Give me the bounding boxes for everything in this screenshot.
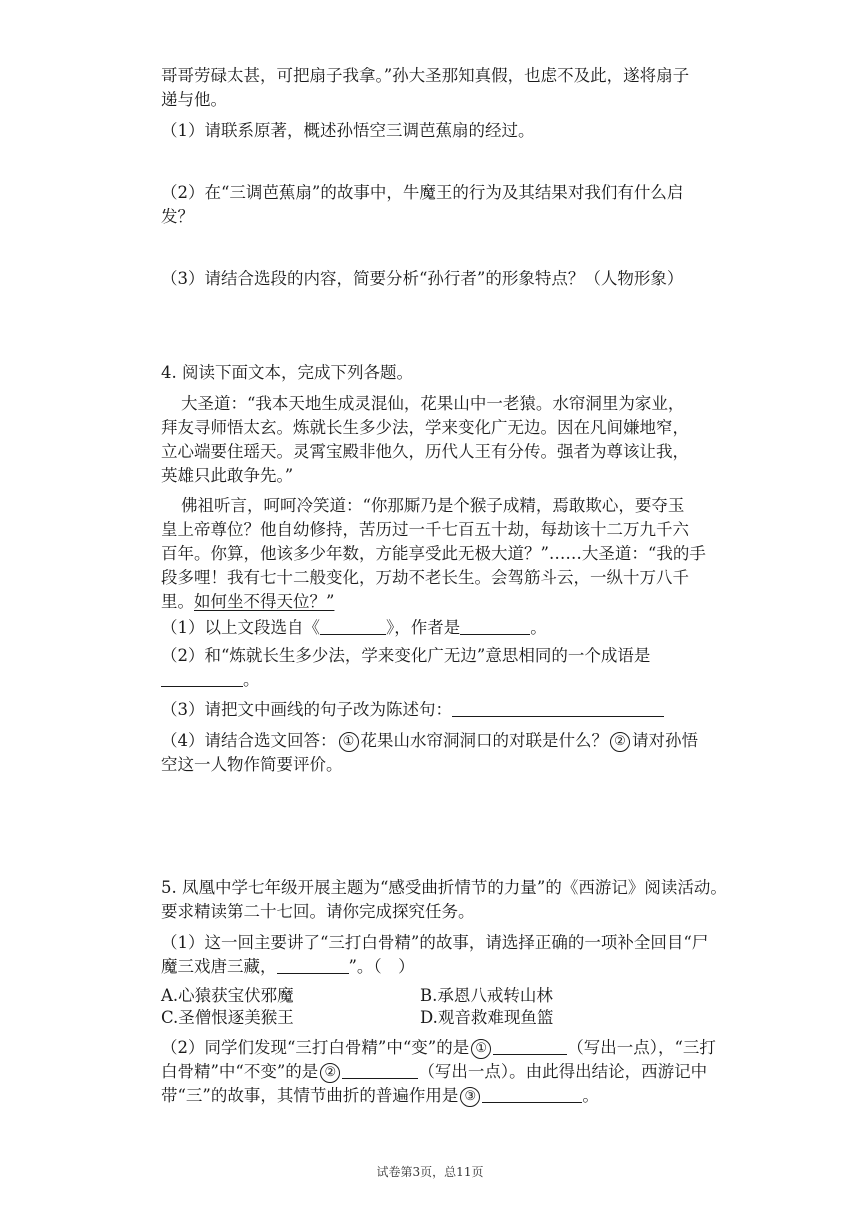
answer-blank[interactable] [493,1038,567,1055]
question-4-4-cont: 空这一人物作简要评价。 [161,755,343,774]
page-footer: 试卷第3页，总11页 [376,1165,484,1179]
passage-line: 拜友寻师悟太玄。炼就长生多少法，学来变化广无边。因在凡间嫌地窄， [161,418,689,437]
question-text: 魔三戏唐三藏， [161,957,277,976]
passage-line: 立心端要住瑶天。灵霄宝殿非他久，历代人王有分传。强者为尊该让我， [161,442,689,461]
passage-text: 里。 [161,592,194,611]
question-5-heading: 5. 凤凰中学七年级开展主题为“感受曲折情节的力量”的《西游记》阅读活动。 [161,878,727,897]
question-text: 。 [530,618,547,637]
passage-line: 英雄只此敢争先。” [161,466,294,485]
question-3-3: （3）请结合选段的内容，简要分析“孙行者”的形象特点？（人物形象） [161,269,684,288]
underlined-sentence: 如何坐不得天位？” [194,592,335,611]
question-3-1: （1）请联系原著，概述孙悟空三调芭蕉扇的经过。 [161,121,535,140]
answer-blank[interactable] [161,670,243,687]
passage-line: 段多哩！我有七十二般变化，万劫不老长生。会驾筋斗云，一纵十万八千 [161,568,689,587]
question-4-3 [161,698,664,722]
option-c[interactable]: C.圣僧恨逐美猴王 [161,1008,294,1027]
question-text: 。 [243,670,260,689]
question-4-4 [161,729,698,753]
question-5-1-cont [161,955,415,979]
passage-line: 大圣道：“我本天地生成灵混仙，花果山中一老猿。水帘洞里为家业， [181,394,685,413]
option-b[interactable]: B.承恩八戒转山林 [420,986,553,1005]
question-text: （2）同学们发现“三打白骨精”中“变”的是 [161,1038,470,1057]
option-a[interactable]: A.心猿获宝伏邪魔 [161,986,294,1005]
question-5-heading-cont: 要求精读第二十七回。请你完成探究任务。 [161,902,475,921]
answer-blank[interactable] [460,618,530,635]
option-d[interactable]: D.观音救难现鱼篮 [420,1008,554,1027]
question-3-2-cont: 发？ [161,207,194,226]
passage-line-last [161,590,334,614]
question-text: （写出一点），“三打 [567,1038,716,1057]
question-5-2-cont [161,1084,599,1108]
circled-number-1: ① [471,1039,491,1059]
question-text: 》，作者是 [386,618,461,637]
question-text: 带“三”的故事，其情节曲折的普遍作用是 [161,1086,459,1105]
circled-number-1: ① [339,732,359,752]
circled-number-2: ② [320,1063,340,1083]
passage-line: 哥哥劳碌太甚，可把扇子我拿。”孙大圣那知真假，也虑不及此，遂将扇子 [161,66,690,85]
circled-number-2: ② [610,732,630,752]
question-text: 花果山水帘洞洞口的对联是什么？ [360,731,608,750]
answer-blank[interactable] [452,700,664,717]
question-text: （写出一点）。由此得出结论，西游记中 [418,1062,708,1081]
answer-blank[interactable] [342,1062,418,1079]
question-text: （4）请结合选文回答： [161,731,337,750]
question-text: ”。（ ） [348,957,415,976]
question-5-1: （1）这一回主要讲了“三打白骨精”的故事，请选择正确的一项补全回目“尸 [161,933,709,952]
question-4-2: （2）和“炼就长生多少法，学来变化广无边”意思相同的一个成语是 [161,646,651,665]
question-text: 白骨精”中“不变”的是 [161,1062,319,1081]
passage-line: 百年。你算，他该多少年数，方能享受此无极大道？”……大圣道：“我的手 [161,544,706,563]
question-5-2 [161,1036,716,1060]
question-text: 请对孙悟 [632,731,698,750]
question-text: 。 [582,1086,599,1105]
circled-number-3: ③ [460,1087,480,1107]
answer-blank[interactable] [482,1086,582,1103]
question-4-2-cont [161,668,260,692]
passage-line: 递与他。 [161,90,227,109]
question-3-2: （2）在“三调芭蕉扇”的故事中，牛魔王的行为及其结果对我们有什么启 [161,183,684,202]
question-text: （1）以上文段选自《 [161,618,320,637]
question-text: （3）请把文中画线的句子改为陈述句： [161,700,452,719]
question-4-1 [161,616,547,640]
question-4-heading: 4. 阅读下面文本，完成下列各题。 [161,363,413,382]
passage-line: 皇上帝尊位？他自幼修持，苦历过一千七百五十劫，每劫该十二万九千六 [161,520,689,539]
passage-line: 佛祖听言，呵呵冷笑道：“你那厮乃是个猴子成精，焉敢欺心，要夺玉 [181,496,685,515]
question-5-2-cont [161,1060,707,1084]
answer-blank[interactable] [320,618,386,635]
answer-blank[interactable] [277,957,349,974]
